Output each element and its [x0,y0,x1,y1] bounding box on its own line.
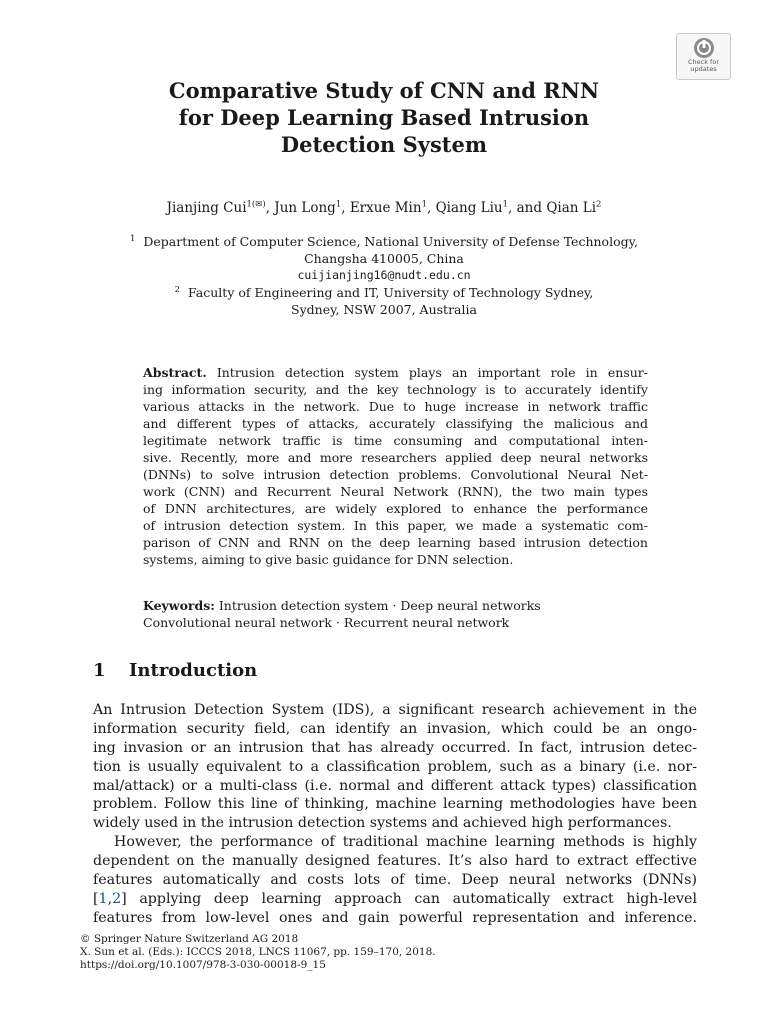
body-line: mal/attack) or a multi-class (i.e. normal and different attack types) classification [93,777,697,794]
body-line: tion is usually equivalent to a classification problem, such as a binary (i.e. nor- [93,758,697,775]
author-name: Erxue Min [349,200,422,216]
abstract-line [143,364,648,381]
abstract-line: of DNN architectures, are widely explored to enhance the performance [143,501,648,516]
body-paragraph-1 [93,701,697,833]
footer-doi-link[interactable]: https://doi.org/10.1007/978-3-030-00018-9_15 [80,959,326,971]
author-affil-mark: 2 [596,199,602,210]
abstract-line: (DNNs) to solve intrusion detection problems. Convolutional Neural Net- [143,467,648,482]
section-number: 1 [93,660,106,681]
abstract-line: legitimate network traffic is time consuming and computational inten- [143,433,648,448]
badge-label-line1: Check for [688,58,719,66]
abstract-line: and different types of attacks, accurately classifying the malicious and [143,416,648,431]
affiliation-number: 2 [174,284,181,295]
citation-separator: , [107,890,113,907]
affiliation-1-line2: Changsha 410005, China [304,251,464,266]
affiliation-text: Department of Computer Science, National University of Defense Technology, [143,234,638,249]
author-affil-mark: 1 [421,199,427,210]
author-affil-mark: 1 [335,199,342,210]
paper-title-line2: for Deep Learning Based Intrusion [178,105,590,130]
keywords-line1 [143,597,648,614]
copyright-footer [80,933,436,972]
body-line: widely used in the intrusion detection systems and achieved high performances. [93,815,672,832]
body-line: An Intrusion Detection System (IDS), a significant research achievement in the [93,702,697,718]
author-list [0,200,768,216]
abstract-line: parison of CNN and RNN on the deep learning based intrusion detection [143,535,648,550]
affiliation-number: 1 [130,233,136,244]
paper-title-line1: Comparative Study of CNN and RNN [168,78,600,103]
affiliation-text: Faculty of Engineering and IT, University of Technology Sydney, [187,285,594,300]
body-line: features from low-level ones and gain powerful representation and inference. [93,909,697,926]
check-for-updates-icon [693,37,715,59]
badge-label-line2: updates [690,65,717,73]
body-line: However, the performance of traditional machine learning methods is highly [114,834,697,850]
abstract-line: various attacks in the network. Due to huge increase in network traffic [143,399,648,414]
body-line: features automatically and costs lots of time. Deep neural networks (DNNs) [93,871,697,888]
abstract-line: of intrusion detection system. In this paper, we made a systematic com- [143,518,648,533]
keywords-label: Keywords: [143,598,215,613]
body-line: ing invasion or an intrusion that has already occurred. In fact, intrusion detec- [93,739,697,756]
abstract-line: work (CNN) and Recurrent Neural Network (RNN), the two main types [143,484,648,499]
citation-bracket: ] [121,890,127,907]
author-affil-mark: 1(✉) [246,199,266,210]
abstract-line: systems, aiming to give basic guidance for DNN selection. [143,552,514,567]
citation-bracket: [ [93,890,99,907]
affiliation-1-line1 [0,234,768,249]
author-separator: , and [508,200,547,216]
author-separator: , [341,200,350,216]
author-separator: , [265,200,275,216]
author-email[interactable]: cuijianjing16@nudt.edu.cn [297,268,471,282]
citation-link[interactable]: 2 [112,890,122,907]
abstract-label: Abstract. [143,365,207,380]
section-heading [93,660,257,681]
body-line: information security field, can identify an invasion, which could be an ongo- [93,720,697,737]
abstract-line: ing information security, and the key technology is to accurately identify [143,382,648,397]
author-affil-mark: 1 [502,199,509,210]
footer-citation: X. Sun et al. (Eds.): ICCCS 2018, LNCS 11067, pp. 159–170, 2018. [80,946,436,958]
body-line: dependent on the manually designed features. It’s also hard to extract effective [93,852,697,869]
citation-link[interactable]: 1 [98,890,108,907]
body-line [93,890,697,909]
keywords-text: Intrusion detection system · Deep neural networks [214,598,541,613]
body-paragraph-2 [93,833,697,927]
author-name: Qian Li [546,200,597,216]
author-name: Qiang Liu [435,200,503,216]
abstract-line: sive. Recently, more and more researchers applied deep neural networks [143,450,648,465]
body-text: applying deep learning approach can automatically extract high-level [126,890,697,907]
keywords-line2: Convolutional neural network · Recurrent neural network [143,615,510,630]
abstract [143,364,648,568]
check-for-updates-badge[interactable] [676,33,731,80]
affiliation-2-line1 [0,285,768,300]
author-separator: , [426,200,436,216]
abstract-text: Intrusion detection system plays an important role in ensur- [206,365,648,380]
body-line: problem. Follow this line of thinking, machine learning methodologies have been [93,796,697,813]
footer-copyright: © Springer Nature Switzerland AG 2018 [80,933,299,945]
author-name: Jun Long [274,200,336,216]
paper-title-line3: Detection System [280,132,488,157]
affiliation-2-line2: Sydney, NSW 2007, Australia [291,302,477,317]
section-title: Introduction [129,660,258,681]
author-name: Jianjing Cui [166,200,247,216]
keywords [143,597,648,631]
